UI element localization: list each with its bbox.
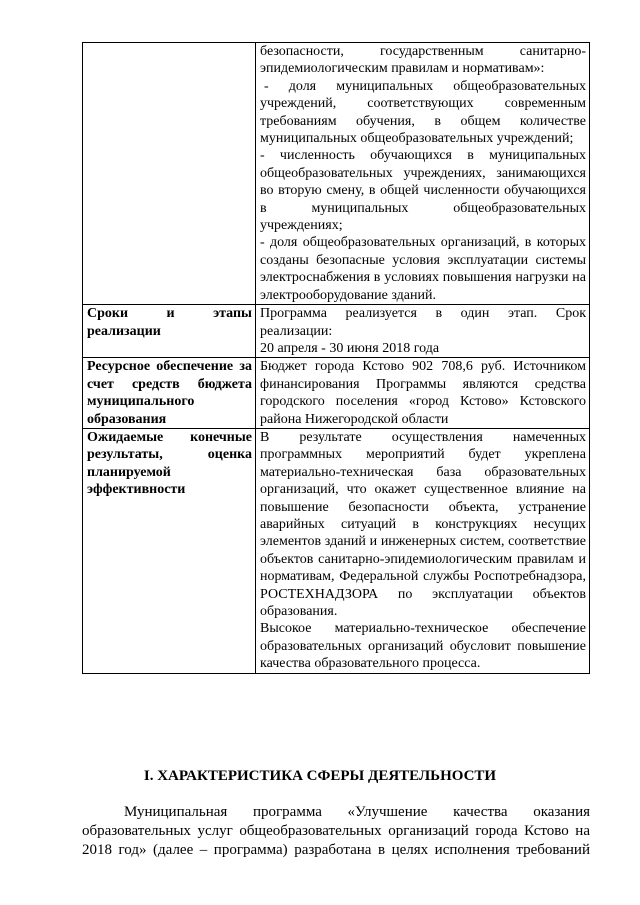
body-paragraph: [82, 803, 590, 860]
paragraph: Бюджет города Кстово 902 708,6 руб. Источником финансирования Программы являются средства городского поселения «город Кстово» Кстовского района Нижегородской области: [260, 359, 586, 427]
table-row: [83, 305, 590, 358]
row-value: [256, 358, 590, 429]
table-row: [83, 358, 590, 429]
paragraph: В результате осуществления намеченных программных мероприятий будет укреплена материально-техническая база образовательных организаций, что окажет существенное влияние на повышение безопасности объекта, устранение аварийных ситуаций в конструкциях несущих элементов зданий и инженерных систем, соответствие объектов санитарно-эпидемиологическим правилам и нормативам, Федеральной службы Роспотребнадзора, РОСТЕХНАДЗОРА по эксплуатации объектов образования.: [260, 429, 586, 619]
row-label: Ожидаемые конечные результаты, оценка планируемой эффективности: [83, 428, 256, 673]
paragraph: - доля муниципальных общеобразовательных учреждений, соответствующих современным требованиям обучения, в общем количестве муниципальных общеобразовательных учреждений;: [260, 78, 586, 147]
row-value: [256, 305, 590, 358]
section-title: I. ХАРАКТЕРИСТИКА СФЕРЫ ДЕЯТЕЛЬНОСТИ: [143, 768, 497, 784]
paragraph: Высокое материально-техническое обеспечение образовательных организаций обусловит повышение качества образовательного процесса.: [260, 621, 586, 672]
row-value: [256, 428, 590, 673]
paragraph: безопасности, государственным санитарно-эпидемиологическим правилам и нормативам»:: [260, 44, 586, 77]
paragraph: 20 апреля - 30 июня 2018 года: [260, 340, 440, 356]
table-row: [83, 428, 590, 673]
program-passport-table: [82, 42, 590, 674]
row-value: [256, 43, 590, 305]
body-line: Муниципальная программа «Улучшение качества оказания: [124, 804, 590, 820]
paragraph: - доля общеобразовательных организаций, в которых созданы безопасные условия эксплуатации системы электроснабжения в условиях повышения нагрузки на электрооборудование зданий.: [260, 235, 586, 303]
row-label: Сроки и этапы реализации: [83, 305, 256, 358]
body-line: 2018 год» (далее – программа) разработана в целях исполнения требований: [82, 842, 590, 858]
paragraph: - численность обучающихся в муниципальных общеобразовательных учреждениях, занимающихся во вторую смену, в общей численности обучающихся в муниципальных общеобразовательных учреждениях;: [260, 148, 586, 234]
body-line: образовательных услуг общеобразовательных организаций города Кстово на: [82, 823, 590, 839]
row-label: [83, 43, 256, 305]
table-row: [83, 43, 590, 305]
row-label: Ресурсное обеспечение за счет средств бюджета муниципального образования: [83, 358, 256, 429]
paragraph: Программа реализуется в один этап. Срок реализации:: [260, 306, 586, 339]
